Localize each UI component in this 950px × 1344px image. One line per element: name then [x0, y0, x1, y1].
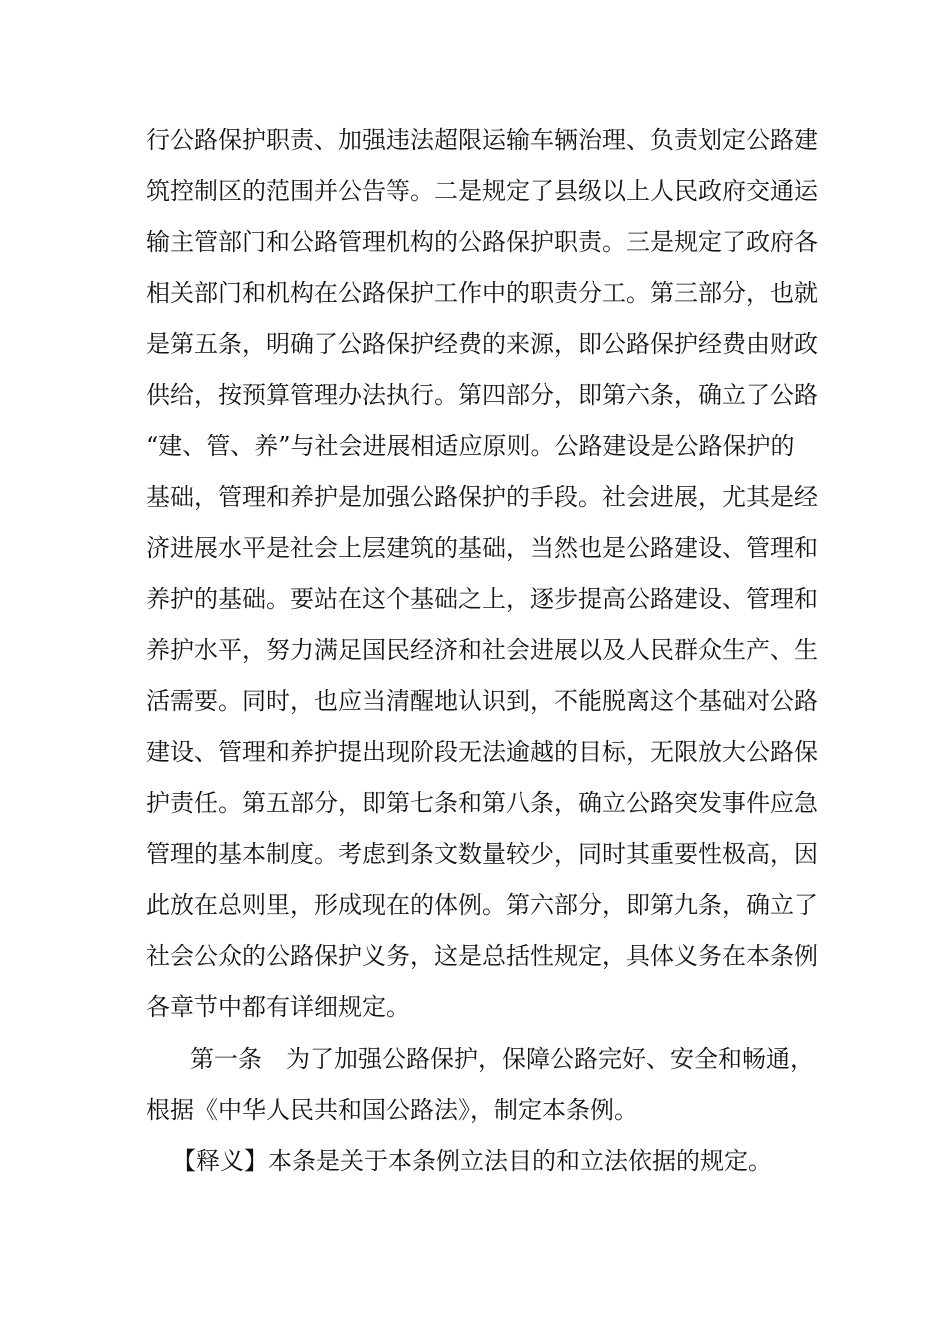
- article-line: 根据《中华人民共和国公路法》，制定本条例。: [146, 1096, 638, 1124]
- paragraph-line: “建、管、养”与社会进展相适应原则。公路建设是公路保护的: [146, 432, 795, 460]
- paragraph-line: 护责任。第五部分，即第七条和第八条，确立公路突发事件应急: [146, 789, 818, 817]
- paragraph-line: 各章节中都有详细规定。: [146, 993, 410, 1021]
- article-line: 第一条 为了加强公路保护，保障公路完好、安全和畅通，: [190, 1045, 814, 1073]
- paragraph-line: 活需要。同时，也应当清醒地认识到，不能脱离这个基础对公路: [146, 687, 818, 715]
- paragraph-line: 社会公众的公路保护义务，这是总括性规定，具体义务在本条例: [146, 942, 818, 970]
- paragraph-line: 是第五条，明确了公路保护经费的来源，即公路保护经费由财政: [146, 330, 818, 358]
- paragraph-line: 养护的基础。要站在这个基础之上，逐步提高公路建设、管理和: [146, 585, 818, 613]
- paragraph-line: 供给，按预算管理办法执行。第四部分，即第六条，确立了公路: [146, 381, 818, 409]
- paragraph-line: 行公路保护职责、加强违法超限运输车辆治理、负责划定公路建: [146, 126, 818, 154]
- paragraph-line: 基础，管理和养护是加强公路保护的手段。社会进展，尤其是经: [146, 483, 818, 511]
- paragraph-line: 相关部门和机构在公路保护工作中的职责分工。第三部分，也就: [146, 279, 818, 307]
- interpretation-line: 【释义】本条是关于本条例立法目的和立法依据的规定。: [172, 1147, 772, 1175]
- paragraph-line: 济进展水平是社会上层建筑的基础，当然也是公路建设、管理和: [146, 534, 818, 562]
- paragraph-line: 养护水平，努力满足国民经济和社会进展以及人民群众生产、生: [146, 636, 818, 664]
- paragraph-line: 输主管部门和公路管理机构的公路保护职责。三是规定了政府各: [146, 228, 818, 256]
- paragraph-line: 筑控制区的范围并公告等。二是规定了县级以上人民政府交通运: [146, 177, 818, 205]
- paragraph-line: 管理的基本制度。考虑到条文数量较少，同时其重要性极高，因: [146, 840, 818, 868]
- paragraph-line: 建设、管理和养护提出现阶段无法逾越的目标，无限放大公路保: [146, 738, 818, 766]
- paragraph-line: 此放在总则里，形成现在的体例。第六部分，即第九条，确立了: [146, 891, 818, 919]
